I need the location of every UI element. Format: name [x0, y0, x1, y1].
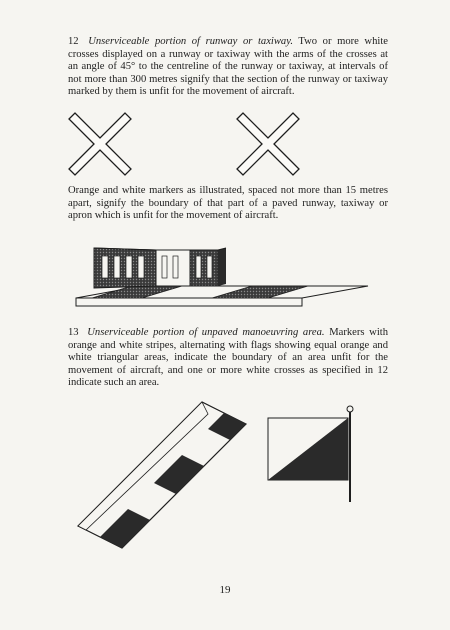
section-13-paragraph [68, 327, 388, 390]
orange-white-barrier-marker-icon [72, 236, 372, 316]
page-number: 19 [219, 584, 231, 596]
orange-markers-body: Orange and white markers as illustrated, spaced not more than 15 metres apart, signify the boundary of that part of a paved runway, taxiway or apron which is unfit for the movement of aircraft. [68, 185, 388, 222]
section-12-paragraph [68, 36, 388, 99]
white-cross-icon [237, 113, 299, 175]
section-13-number: 13 [68, 327, 79, 338]
section-13-body: Markers with orange and white stripes, alternating with flags showing equal orange and white triangular areas, indicate the boundary of an area unfit for the movement of aircraft, and one or more white crosses as specified in 12 indicate such an area. [68, 327, 389, 389]
white-crosses-figure [60, 106, 380, 184]
section-12-title: Unserviceable portion of runway or taxiway. [88, 36, 293, 47]
orange-markers-paragraph [68, 185, 388, 223]
triangular-flag-icon [262, 404, 362, 504]
striped-wedge-marker-icon [74, 392, 250, 552]
section-12-body: Two or more white crosses displayed on a runway or taxiway with the arms of the crosses at an angle of 45° to the centreline of the runway or taxiway, at intervals of not more than 300 metres signify that the section of the runway or taxiway marked by them is unfit for the movement of aircraft. [68, 36, 388, 98]
section-13-title: Unserviceable portion of unpaved manoeuvring area. [87, 327, 325, 338]
section-12-number: 12 [68, 36, 79, 47]
white-cross-icon [69, 113, 131, 175]
